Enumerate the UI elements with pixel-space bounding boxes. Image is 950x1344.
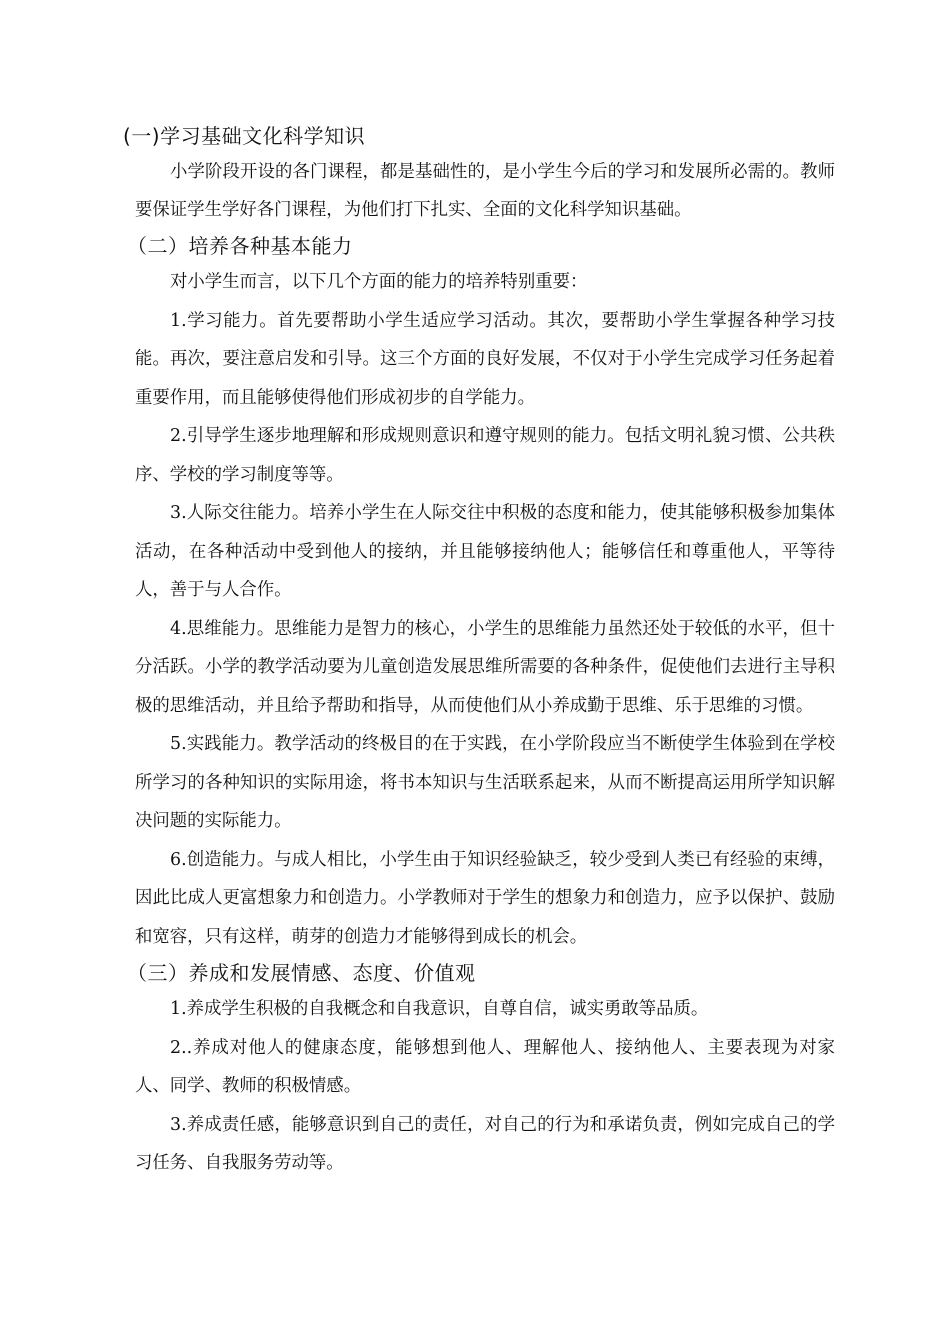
section-3-paragraph-2: 2..养成对他人的健康态度，能够想到他人、理解他人、接纳他人、主要表现为对家人、同学、教师的积极情感。: [135, 1037, 835, 1096]
section-2-paragraph-social-ability: 3.人际交往能力。培养小学生在人际交往中积极的态度和能力，使其能够积极参加集体活动，在各种活动中受到他人的接纳，并且能够接纳他人；能够信任和尊重他人，平等待人，善于与人合作。: [135, 503, 835, 600]
section-3-paragraph-1: 1.养成学生积极的自我概念和自我意识，自尊自信，诚实勇敢等品质。: [170, 999, 709, 1019]
section-heading-1: (一)学习基础文化科学知识: [123, 124, 366, 148]
section-2-paragraph-intro: 对小学生而言，以下几个方面的能力的培养特别重要：: [170, 272, 588, 292]
section-2-paragraph-practice-ability: 5.实践能力。教学活动的终极目的在于实践，在小学阶段应当不断使学生体验到在学校所学习的各种知识的实际用途，将书本知识与生活联系起来，从而不断提高运用所学知识解决问题的实际能力。: [135, 734, 835, 831]
section-heading-3: （三）养成和发展情感、态度、价值观: [127, 961, 476, 985]
section-2-paragraph-rules-ability: 2.引导学生逐步地理解和形成规则意识和遵守规则的能力。包括文明礼貌习惯、公共秩序、学校的学习制度等等。: [135, 426, 835, 485]
document-body: [123, 119, 835, 1183]
section-3-paragraph-3: 3.养成责任感，能够意识到自己的责任，对自己的行为和承诺负责，例如完成自己的学习任务、自我服务劳动等。: [135, 1114, 835, 1173]
section-1-paragraph-1: 小学阶段开设的各门课程，都是基础性的，是小学生今后的学习和发展所必需的。教师要保证学生学好各门课程，为他们打下扎实、全面的文化科学知识基础。: [135, 162, 835, 220]
section-2-paragraph-thinking-ability: 4.思维能力。思维能力是智力的核心，小学生的思维能力虽然还处于较低的水平，但十分活跃。小学的教学活动要为儿童创造发展思维所需要的各种条件，促使他们去进行主导积极的思维活动，并且给予帮助和指导，从而使他们从小养成勤于思维、乐于思维的习惯。: [135, 618, 835, 716]
section-2-paragraph-learning-ability: 1.学习能力。首先要帮助小学生适应学习活动。其次，要帮助小学生掌握各种学习技能。再次，要注意启发和引导。这三个方面的良好发展，不仅对于小学生完成学习任务起着重要作用，而且能够使得他们形成初步的自学能力。: [135, 310, 835, 408]
section-2-paragraph-creative-ability: 6.创造能力。与成人相比，小学生由于知识经验缺乏，较少受到人类已有经验的束缚，因此比成人更富想象力和创造力。小学教师对于学生的想象力和创造力，应予以保护、鼓励和宽容，只有这样，萌芽的创造力才能够得到成长的机会。: [135, 849, 835, 947]
section-heading-2: （二）培养各种基本能力: [127, 234, 353, 258]
